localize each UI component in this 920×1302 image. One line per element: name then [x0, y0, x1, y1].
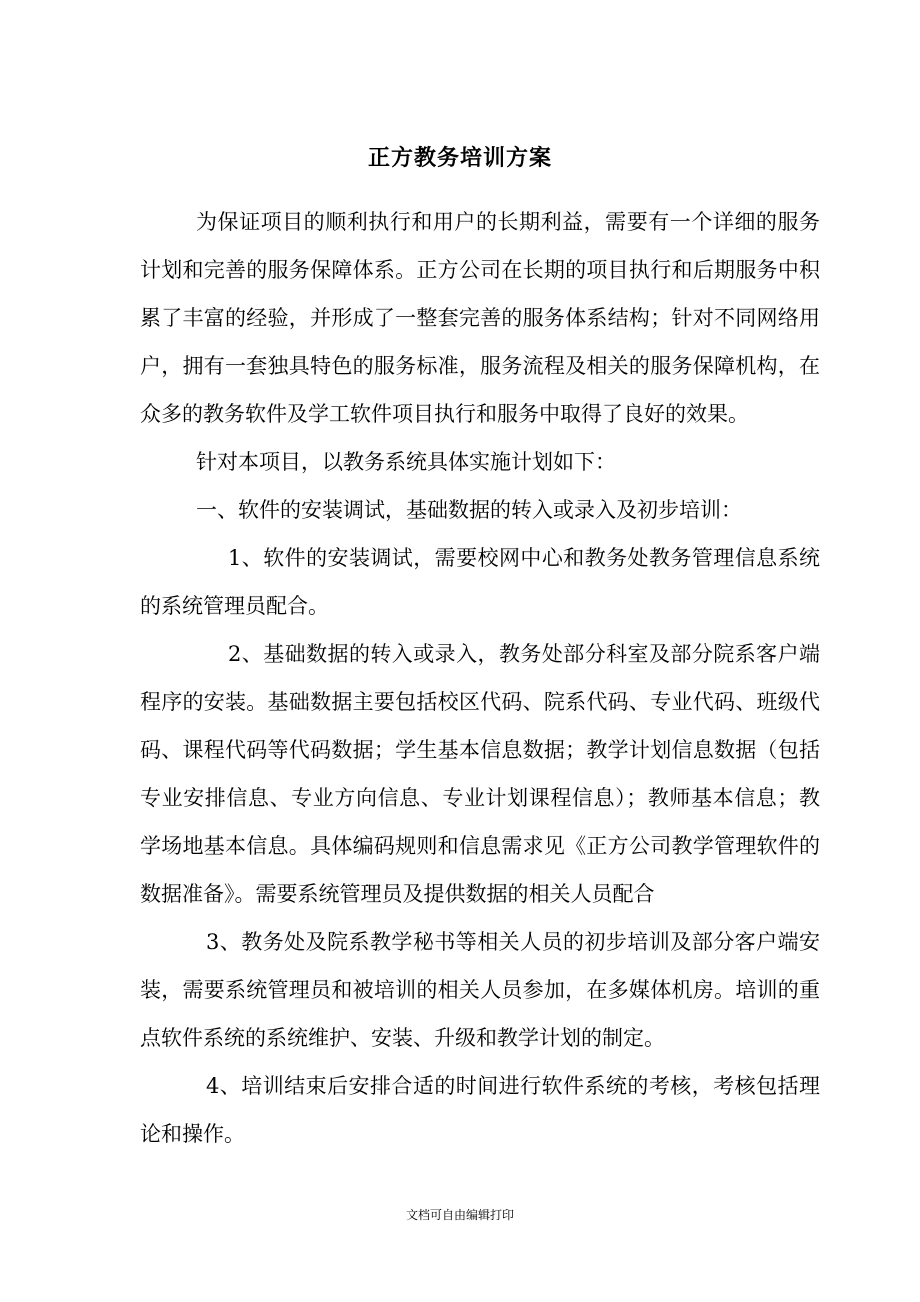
text-line: 论和操作。: [140, 1122, 245, 1146]
list-item-4: [140, 1062, 820, 1158]
document-body: [140, 198, 820, 1158]
list-item-2: [140, 630, 820, 918]
text-line: 码、课程代码等代码数据；学生基本信息数据；教学计划信息数据（包括: [140, 738, 820, 762]
text-line: 2、基础数据的转入或录入，教务处部分科室及部分院系客户端: [228, 642, 820, 666]
text-line: 的系统管理员配合。: [140, 594, 329, 618]
text-line: 学场地基本信息。具体编码规则和信息需求见《正方公司教学管理软件的: [140, 834, 820, 858]
list-item-1: [140, 534, 820, 630]
text-line: 点软件系统的系统维护、安装、升级和教学计划的制定。: [140, 1026, 665, 1050]
paragraph-intro: [140, 198, 820, 438]
list-item-3: [140, 918, 820, 1062]
section-heading-1: [140, 486, 820, 534]
paragraph-plan-intro: [140, 438, 820, 486]
text-line: 户，拥有一套独具特色的服务标准，服务流程及相关的服务保障机构，在: [140, 354, 820, 378]
text-line: 众多的教务软件及学工软件项目执行和服务中取得了良好的效果。: [140, 402, 749, 426]
document-title: 正方教务培训方案: [367, 145, 552, 171]
page-footer: 文档可自由编辑打印: [405, 1208, 514, 1222]
text-line: 计划和完善的服务保障体系。正方公司在长期的项目执行和后期服务中积: [140, 258, 820, 282]
text-line: 专业安排信息、专业方向信息、专业计划课程信息）；教师基本信息；教: [140, 786, 820, 810]
text-line: 装，需要系统管理员和被培训的相关人员参加，在多媒体机房。培训的重: [140, 978, 820, 1002]
text-line: 1、软件的安装调试，需要校网中心和教务处教务管理信息系统: [228, 546, 820, 570]
text-line: 3、教务处及院系教学秘书等相关人员的初步培训及部分客户端安: [206, 930, 820, 954]
text-line: 4、培训结束后安排合适的时间进行软件系统的考核，考核包括理: [206, 1074, 820, 1098]
text-line: 为保证项目的顺利执行和用户的长期利益，需要有一个详细的服务: [196, 210, 820, 234]
text-line: 一、软件的安装调试，基础数据的转入或录入及初步培训：: [196, 498, 742, 522]
text-line: 针对本项目，以教务系统具体实施计划如下：: [196, 450, 616, 474]
text-line: 累了丰富的经验，并形成了一整套完善的服务体系结构；针对不同网络用: [140, 306, 820, 330]
text-line: 数据准备》。需要系统管理员及提供数据的相关人员配合: [140, 882, 655, 906]
text-line: 程序的安装。基础数据主要包括校区代码、院系代码、专业代码、班级代: [140, 690, 820, 714]
